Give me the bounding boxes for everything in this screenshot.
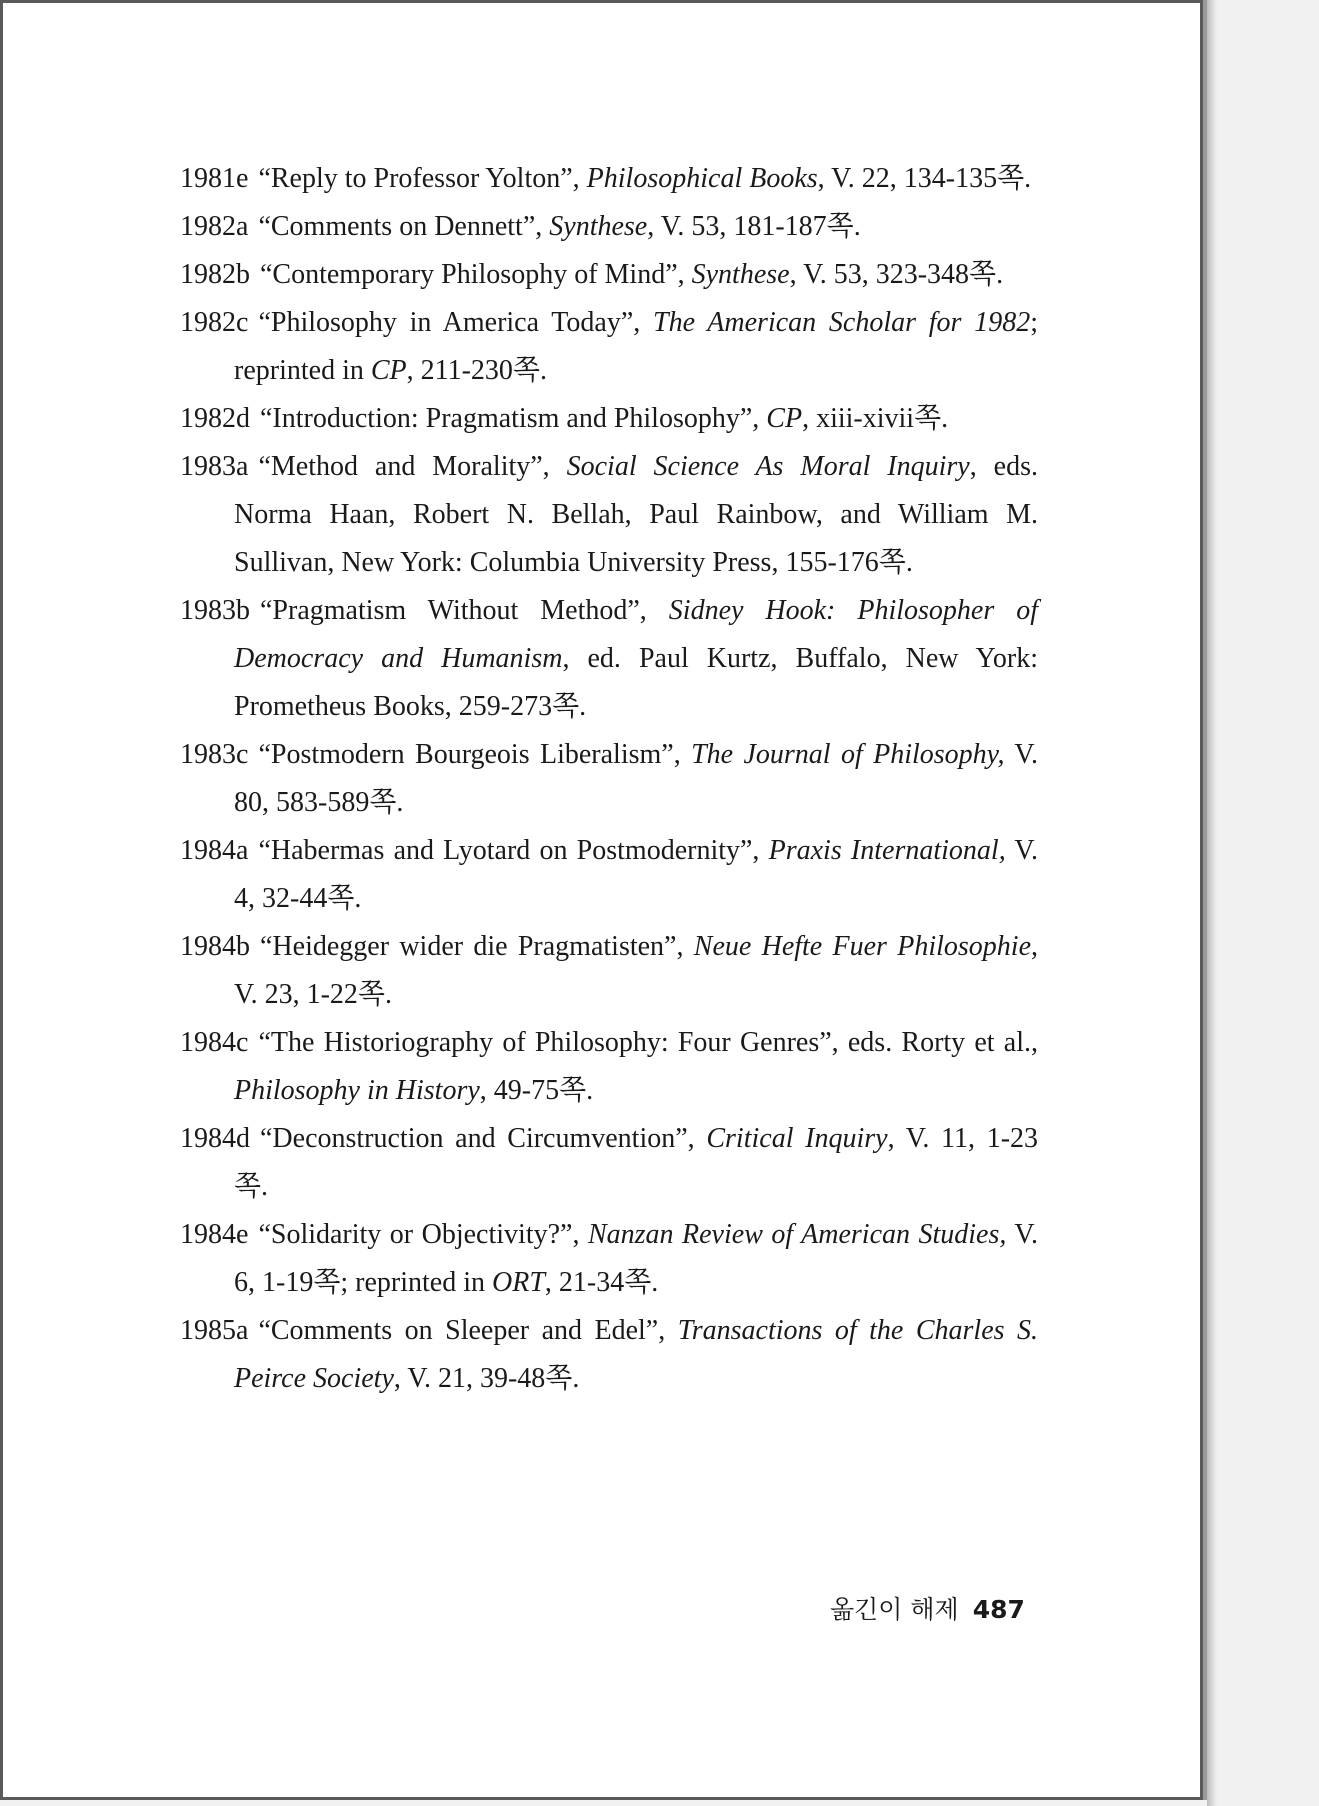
bibliography-list bbox=[180, 155, 1038, 1403]
entry-title: CP bbox=[370, 355, 407, 386]
entry-code: 1981e bbox=[180, 163, 249, 194]
entry-text: , 49-75쪽. bbox=[479, 1075, 594, 1106]
bibliography-entry bbox=[180, 203, 1038, 251]
entry-code: 1983b bbox=[180, 595, 250, 626]
entry-code: 1982a bbox=[180, 211, 249, 242]
entry-text: V. 6, 1-19쪽; reprinted in bbox=[234, 1219, 1038, 1298]
entry-text: V. 80, 583-589쪽. bbox=[234, 739, 1039, 818]
entry-code: 1982c bbox=[180, 307, 249, 338]
bibliography-entry bbox=[180, 395, 1038, 443]
entry-title: Transactions of the Charles S. Peirce Society bbox=[234, 1315, 1038, 1394]
entry-code: 1982b bbox=[180, 259, 250, 290]
entry-code: 1983c bbox=[180, 739, 249, 770]
bibliography-entry bbox=[180, 587, 1038, 731]
entry-text: , 211-230쪽. bbox=[406, 355, 547, 386]
bibliography-entry bbox=[180, 923, 1038, 1019]
entry-title: Nanzan Review of American Studies, bbox=[587, 1219, 1007, 1250]
bibliography-entry bbox=[180, 251, 1038, 299]
page-number: 487 bbox=[972, 1595, 1025, 1624]
bibliography-entry bbox=[180, 443, 1038, 587]
entry-title: Praxis International, bbox=[768, 835, 1006, 866]
entry-title: Sidney Hook: Philosopher of Democracy and Humanism bbox=[234, 595, 1038, 674]
entry-code: 1984a bbox=[180, 835, 249, 866]
entry-text: “Habermas and Lyotard on Postmodernity”, bbox=[258, 835, 769, 866]
bibliography-entry bbox=[180, 1307, 1038, 1403]
bibliography-entry bbox=[180, 1115, 1038, 1211]
entry-code: 1983a bbox=[180, 451, 249, 482]
entry-title: ORT bbox=[492, 1267, 545, 1298]
entry-title: Social Science As Moral Inquiry bbox=[566, 451, 970, 482]
bibliography-entry bbox=[180, 299, 1038, 395]
entry-text: “Heidegger wider die Pragmatisten”, bbox=[260, 931, 694, 962]
entry-title: Synthese bbox=[691, 259, 790, 290]
entry-code: 1984c bbox=[180, 1027, 249, 1058]
page-shadow bbox=[1207, 0, 1217, 1806]
entry-text: “Contemporary Philosophy of Mind”, bbox=[260, 259, 692, 290]
entry-text: , 21-34쪽. bbox=[544, 1267, 659, 1298]
entry-text: , V. 11, 1-23쪽. bbox=[234, 1123, 1039, 1202]
entry-text: , V. 23, 1-22쪽. bbox=[234, 931, 1039, 1010]
bibliography-entry bbox=[180, 1211, 1038, 1307]
entry-title: Critical Inquiry bbox=[706, 1123, 888, 1154]
entry-text: “Philosophy in America Today”, bbox=[258, 307, 654, 338]
page-footer bbox=[830, 1590, 1025, 1626]
entry-text: “Comments on Sleeper and Edel”, bbox=[258, 1315, 678, 1346]
bibliography-entry bbox=[180, 1019, 1038, 1115]
entry-text: , ed. Paul Kurtz, Buffalo, New York: Prometheus Books, 259-273쪽. bbox=[234, 643, 1038, 722]
entry-code: 1984d bbox=[180, 1123, 250, 1154]
entry-title: Neue Hefte Fuer Philosophie bbox=[693, 931, 1032, 962]
entry-text: “Solidarity or Objectivity?”, bbox=[258, 1219, 588, 1250]
bibliography-entry bbox=[180, 731, 1038, 827]
entry-text: “Pragmatism Without Method”, bbox=[260, 595, 669, 626]
entry-title: Philosophical Books bbox=[586, 163, 818, 194]
entry-text: ; reprinted in bbox=[234, 307, 1038, 386]
entry-text: , xiii-xivii쪽. bbox=[802, 403, 949, 434]
entry-text: V. 4, 32-44쪽. bbox=[234, 835, 1039, 914]
entry-text: , V. 21, 39-48쪽. bbox=[393, 1363, 580, 1394]
entry-text: “Method and Morality”, bbox=[258, 451, 567, 482]
entry-code: 1984b bbox=[180, 931, 250, 962]
entry-title: Synthese bbox=[549, 211, 648, 242]
entry-text: , V. 53, 323-348쪽. bbox=[789, 259, 1004, 290]
entry-title: The Journal of Philosophy, bbox=[691, 739, 1005, 770]
entry-code: 1982d bbox=[180, 403, 250, 434]
entry-title: The American Scholar for 1982 bbox=[653, 307, 1031, 338]
bibliography-entry bbox=[180, 155, 1038, 203]
entry-text: “Deconstruction and Circumvention”, bbox=[260, 1123, 707, 1154]
bibliography-entry bbox=[180, 827, 1038, 923]
running-section-title: 옮긴이 해제 bbox=[830, 1595, 959, 1624]
entry-text: “Reply to Professor Yolton”, bbox=[258, 163, 587, 194]
entry-title: Philosophy in History bbox=[234, 1075, 480, 1106]
entry-text: , V. 22, 134-135쪽. bbox=[817, 163, 1032, 194]
entry-code: 1984e bbox=[180, 1219, 249, 1250]
entry-title: CP bbox=[766, 403, 803, 434]
entry-text: , V. 53, 181-187쪽. bbox=[647, 211, 861, 242]
entry-text: “Postmodern Bourgeois Liberalism”, bbox=[258, 739, 692, 770]
entry-code: 1985a bbox=[180, 1315, 249, 1346]
entry-text: “The Historiography of Philosophy: Four Genres”, eds. Rorty et al., bbox=[258, 1027, 1038, 1058]
entry-text: “Comments on Dennett”, bbox=[258, 211, 550, 242]
entry-text: “Introduction: Pragmatism and Philosophy”, bbox=[260, 403, 767, 434]
entry-text: , eds. Norma Haan, Robert N. Bellah, Paul Rainbow, and William M. Sullivan, New York: Columbia University Press, 155-176쪽. bbox=[234, 451, 1038, 578]
